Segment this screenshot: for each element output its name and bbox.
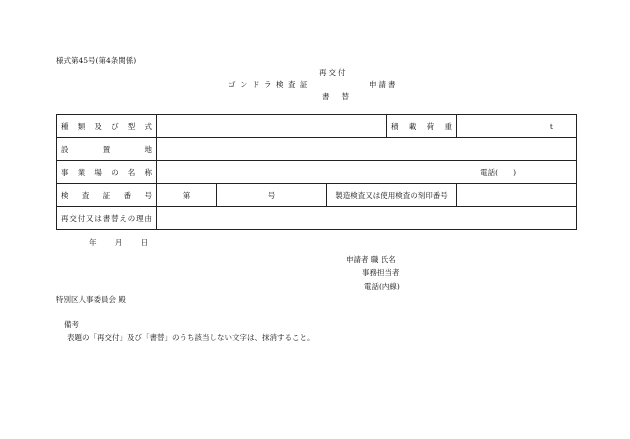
label-reason: 再交付又は書替えの理由	[57, 207, 157, 230]
row-certificate-number	[57, 184, 577, 207]
phone-label: 電話( )	[480, 167, 516, 177]
date-line: 年 月 日	[89, 238, 149, 247]
row-type-model	[57, 115, 577, 138]
label-location: 設置地	[57, 138, 157, 161]
field-type-model[interactable]	[157, 115, 387, 138]
label-load-capacity: 積載荷重	[387, 115, 457, 138]
field-location[interactable]	[157, 138, 577, 161]
form-number: 様式第45号(第4条関係)	[56, 56, 137, 65]
title-application: 申請書	[369, 80, 398, 89]
label-stamp-number: 製造検査又は使用検査の刻印番号	[327, 184, 457, 207]
addressee: 特別区人事委員会 殿	[56, 295, 126, 304]
staff-in-charge-line: 事務担当者	[362, 268, 400, 277]
remarks-heading: 備考	[64, 320, 79, 329]
field-reason[interactable]	[157, 207, 577, 230]
title-option-reissue: 再交付	[319, 68, 348, 77]
title-option-rewrite: 書替	[322, 92, 361, 101]
applicant-name-line: 申請者 職 氏名	[346, 255, 396, 264]
cert-number-suffix: 号	[217, 184, 327, 207]
row-reason	[57, 207, 577, 230]
field-load-capacity[interactable]	[457, 115, 577, 138]
label-type-model: 種類及び型式	[57, 115, 157, 138]
unit-ton: t	[549, 121, 553, 131]
row-location	[57, 138, 577, 161]
label-certificate-number: 検査証番号	[57, 184, 157, 207]
application-form-table	[56, 114, 577, 230]
extension-phone-line: 電話(内線)	[364, 282, 400, 291]
cert-number-prefix: 第	[157, 184, 217, 207]
row-business-name	[57, 161, 577, 184]
label-business-name: 事業場の名称	[57, 161, 157, 184]
field-stamp-number[interactable]	[457, 184, 577, 207]
remarks-text: 表題の「再交付」及び「書替」のうち該当しない文字は、抹消すること。	[67, 333, 315, 342]
field-business-name[interactable]	[157, 161, 577, 184]
title-certificate-name: ゴンドラ検査証	[228, 80, 312, 89]
